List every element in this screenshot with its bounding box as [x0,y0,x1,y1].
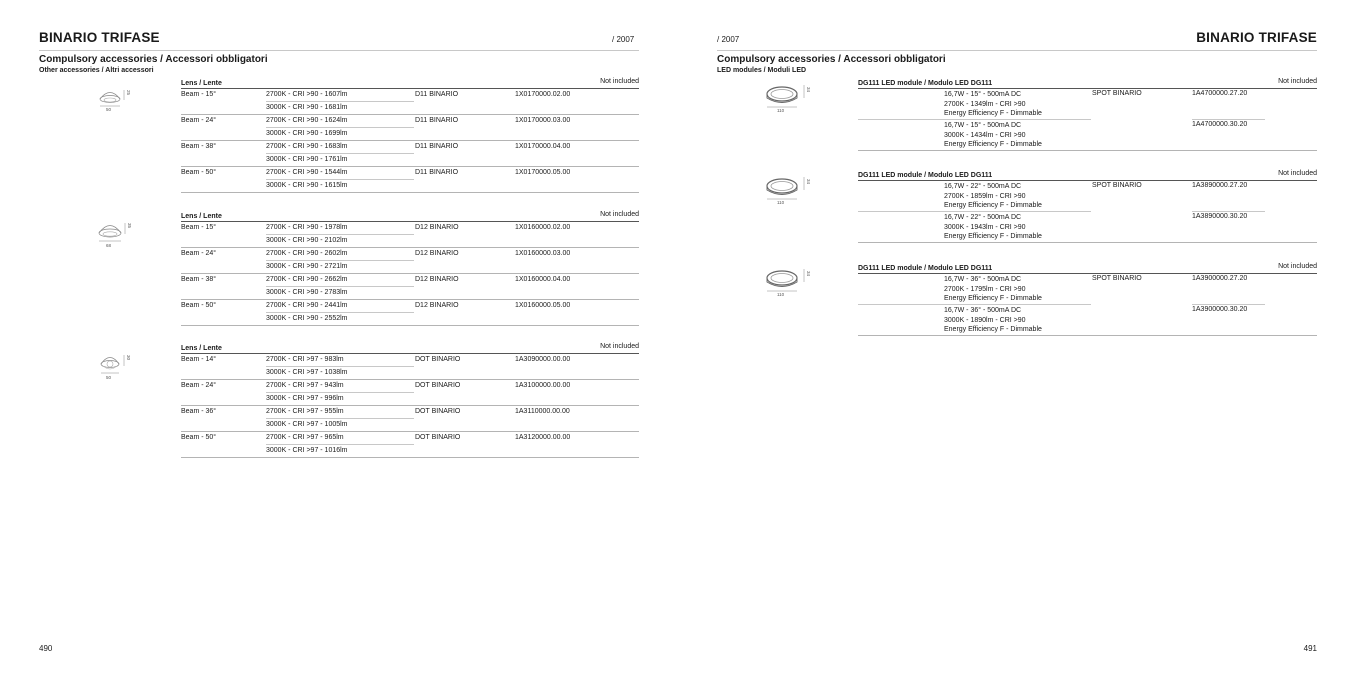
spec-2700k: 2700K - CRI >90 - 1544lm [266,169,348,176]
spec-line: 3000K - 1943lm - CRI >90 [944,223,1026,231]
beam-label: Beam - 15° [181,91,217,98]
row-divider [266,366,414,367]
row-divider [266,286,414,287]
product-code: 1X0170000.03.00 [515,117,571,124]
module-spec [944,306,1042,335]
spec-line: Energy Efficiency F - Dimmable [944,233,1042,240]
product-code: 1A4700000.30.20 [1192,121,1248,128]
row-divider [266,312,414,313]
spec-line: Energy Efficiency F - Dimmable [944,202,1042,209]
table-row [181,115,639,141]
table-row [858,212,1317,243]
product-code: 1X0170000.02.00 [515,91,571,98]
group-header [858,79,1317,89]
spec-2700k: 2700K - CRI >90 - 2441lm [266,302,348,309]
section-title: Compulsory accessories / Accessori obbligatori [717,54,946,65]
product-name: SPOT BINARIO [1092,90,1142,97]
group-title: DG111 LED module / Modulo LED DG111 [858,172,993,179]
spec-2700k: 2700K - CRI >90 - 2662lm [266,276,348,283]
beam-label: Beam - 24° [181,382,217,389]
beam-label: Beam - 24° [181,117,217,124]
product-name: DOT BINARIO [415,356,461,363]
led-module-group-15 [858,79,1317,151]
table-row [181,167,639,193]
group-title: DG111 LED module / Modulo LED DG111 [858,265,993,272]
spec-3000k: 3000K - CRI >97 - 996lm [266,395,344,402]
table-row [858,274,1317,305]
product-code: 1A3890000.30.20 [1192,213,1248,220]
row-divider [266,127,414,128]
group-header [181,212,639,222]
group-header [858,264,1317,274]
spec-2700k: 2700K - CRI >97 - 983lm [266,356,344,363]
header-rule [717,50,1317,51]
product-name: D12 BINARIO [415,250,459,257]
product-name: D11 BINARIO [415,143,459,150]
series-label: / 2007 [717,35,740,44]
led-module-group-36 [858,264,1317,336]
table-row [858,305,1317,336]
product-code: 1A3090000.00.00 [515,356,571,363]
row-divider [266,260,414,261]
spec-2700k: 2700K - CRI >90 - 1978lm [266,224,348,231]
product-name: SPOT BINARIO [1092,182,1142,189]
product-name: D12 BINARIO [415,276,459,283]
spec-line: 16,7W - 36° - 500mA DC [944,276,1022,283]
product-code: 1X0160000.05.00 [515,302,571,309]
beam-label: Beam - 38° [181,143,217,150]
spec-3000k: 3000K - CRI >97 - 1005lm [266,421,348,428]
product-code: 1A3110000.00.00 [515,408,570,415]
not-included-label: Not included [1278,263,1317,270]
product-code: 1A4700000.27.20 [1192,90,1248,97]
spec-3000k: 3000K - CRI >90 - 2721lm [266,263,348,270]
spec-line: 16,7W - 15° - 500mA DC [944,91,1022,98]
spec-line: 16,7W - 22° - 500mA DC [944,183,1022,190]
lens-group-dot [181,344,639,458]
spec-3000k: 3000K - CRI >90 - 1681lm [266,104,348,111]
lens-group-d12 [181,212,639,326]
product-name: SPOT BINARIO [1092,275,1142,282]
led-module-22-icon [764,174,812,208]
product-code: 1X0160000.04.00 [515,276,571,283]
header-rule [39,50,639,51]
table-row [858,89,1317,120]
dim-width: 110 [777,108,785,113]
section-subtitle: Other accessories / Altri accessori [39,67,154,74]
dim-width: 50 [106,375,112,380]
spec-3000k: 3000K - CRI >90 - 2552lm [266,315,348,322]
dim-height: 25 [126,89,132,96]
spec-2700k: 2700K - CRI >90 - 1624lm [266,117,348,124]
spec-line: 2700K - 1859lm - CRI >90 [944,192,1026,200]
row-divider [266,418,414,419]
dim-width: 68 [106,243,112,248]
page-title: BINARIO TRIFASE [39,30,160,45]
page-number: 490 [39,644,53,653]
dim-height: 30 [126,354,132,361]
series-label: / 2007 [612,35,635,44]
lens-d12-icon [94,220,136,250]
not-included-label: Not included [600,78,639,85]
product-name: DOT BINARIO [415,408,461,415]
product-code: 1X0170000.04.00 [515,143,571,150]
module-spec [944,275,1042,304]
row-divider [266,444,414,445]
spec-2700k: 2700K - CRI >90 - 1683lm [266,143,348,150]
spec-line: Energy Efficiency F - Dimmable [944,326,1042,333]
spec-2700k: 2700K - CRI >90 - 2602lm [266,250,348,257]
spec-3000k: 3000K - CRI >90 - 2783lm [266,289,348,296]
product-code: 1X0160000.02.00 [515,224,571,231]
table-row [181,380,639,406]
led-module-15-icon [764,82,812,116]
beam-label: Beam - 24° [181,250,217,257]
not-included-label: Not included [1278,170,1317,177]
spec-line: 2700K - 1795lm - CRI >90 [944,285,1026,293]
table-row [181,89,639,115]
section-subtitle: LED modules / Moduli LED [717,67,807,74]
product-name: D11 BINARIO [415,91,459,98]
module-spec [944,213,1042,242]
product-name: D11 BINARIO [415,117,459,124]
spec-line: Energy Efficiency F - Dimmable [944,110,1042,117]
led-module-group-22 [858,171,1317,243]
product-name: D11 BINARIO [415,169,459,176]
table-row [181,248,639,274]
beam-label: Beam - 36° [181,408,217,415]
spec-3000k: 3000K - CRI >90 - 1699lm [266,130,348,137]
left-page [0,0,677,677]
not-included-label: Not included [600,211,639,218]
row-divider [266,234,414,235]
product-code: 1A3100000.00.00 [515,382,571,389]
page-title: BINARIO TRIFASE [1196,30,1317,45]
table-row [181,141,639,167]
spec-line: Energy Efficiency F - Dimmable [944,295,1042,302]
dim-height: 34 [806,86,812,93]
product-code: 1A3120000.00.00 [515,434,571,441]
group-title: Lens / Lente [181,80,222,87]
table-row [181,274,639,300]
spec-2700k: 2700K - CRI >97 - 955lm [266,408,344,415]
spec-line: 16,7W - 15° - 500mA DC [944,122,1022,129]
table-row [181,354,639,380]
table-row [181,406,639,432]
table-row [181,432,639,458]
spec-3000k: 3000K - CRI >90 - 1761lm [266,156,348,163]
product-name: DOT BINARIO [415,382,461,389]
module-spec [944,90,1042,119]
spec-3000k: 3000K - CRI >97 - 1038lm [266,369,348,376]
led-module-36-icon [764,266,812,300]
row-divider [266,179,414,180]
spec-line: 3000K - 1890lm - CRI >90 [944,316,1026,324]
beam-label: Beam - 38° [181,276,217,283]
group-title: Lens / Lente [181,213,222,220]
spec-3000k: 3000K - CRI >90 - 2102lm [266,237,348,244]
spec-line: 16,7W - 36° - 500mA DC [944,307,1022,314]
spec-2700k: 2700K - CRI >97 - 965lm [266,434,344,441]
group-header [858,171,1317,181]
dim-width: 110 [777,292,785,297]
spec-line: 3000K - 1434lm - CRI >90 [944,131,1026,139]
product-code: 1X0170000.05.00 [515,169,571,176]
beam-label: Beam - 50° [181,302,217,309]
spec-line: 2700K - 1349lm - CRI >90 [944,100,1026,108]
spec-line: 16,7W - 22° - 500mA DC [944,214,1022,221]
spec-2700k: 2700K - CRI >97 - 943lm [266,382,344,389]
lens-d11-icon [96,86,136,116]
spec-3000k: 3000K - CRI >90 - 1615lm [266,182,348,189]
page-number: 491 [1303,644,1317,653]
spec-line: Energy Efficiency F - Dimmable [944,141,1042,148]
product-code: 1X0160000.03.00 [515,250,571,257]
beam-label: Beam - 50° [181,169,217,176]
section-title: Compulsory accessories / Accessori obbligatori [39,54,268,65]
row-divider [266,153,414,154]
dim-height: 34 [806,270,812,277]
spec-2700k: 2700K - CRI >90 - 1607lm [266,91,348,98]
beam-label: Beam - 14° [181,356,217,363]
dim-width: 110 [777,200,785,205]
spec-3000k: 3000K - CRI >97 - 1016lm [266,447,348,454]
row-divider [266,392,414,393]
dim-height: 35 [127,222,133,229]
product-name: D12 BINARIO [415,224,459,231]
product-name: D12 BINARIO [415,302,459,309]
group-header [181,344,639,354]
product-code: 1A3890000.27.20 [1192,182,1248,189]
dim-width: 50 [106,107,112,112]
beam-label: Beam - 15° [181,224,217,231]
group-title: DG111 LED module / Modulo LED DG111 [858,80,993,87]
row-divider [266,101,414,102]
module-spec [944,182,1042,211]
dim-height: 34 [806,178,812,185]
product-code: 1A3900000.27.20 [1192,275,1248,282]
lens-dot-icon [96,352,136,382]
product-code: 1A3900000.30.20 [1192,306,1248,313]
module-spec [944,121,1042,150]
beam-label: Beam - 50° [181,434,217,441]
not-included-label: Not included [1278,78,1317,85]
group-header [181,79,639,89]
group-title: Lens / Lente [181,345,222,352]
lens-group-d11 [181,79,639,193]
table-row [181,222,639,248]
product-name: DOT BINARIO [415,434,461,441]
table-row [858,181,1317,212]
not-included-label: Not included [600,343,639,350]
table-row [181,300,639,326]
table-row [858,120,1317,151]
right-page [678,0,1355,677]
